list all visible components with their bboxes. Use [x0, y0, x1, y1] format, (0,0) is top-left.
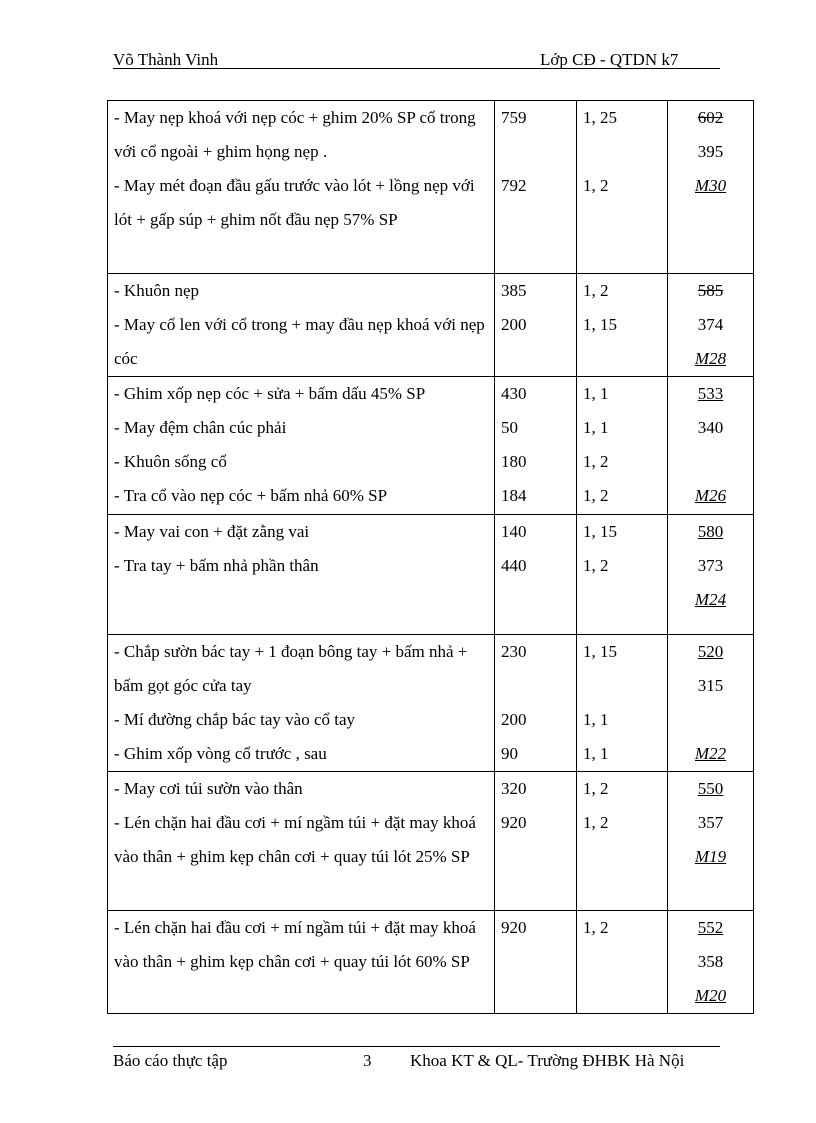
task-item: - Lén chặn hai đầu cơi + mí ngầm túi + đặt may khoá vào thân + ghim kẹp chân cơi + quay túi lót 25% SP: [114, 813, 476, 866]
task-item: - May nẹp khoá với nẹp cóc + ghim 20% SP cổ trong với cổ ngoài + ghim họng nẹp .: [114, 108, 476, 161]
task-item: - Ghim xốp vòng cổ trước , sau: [114, 744, 327, 763]
norm-value: 340: [697, 418, 724, 437]
time-value: 200: [501, 315, 527, 334]
coef-cell: [577, 635, 668, 772]
time-value: 792: [501, 176, 527, 195]
coef-value: 1, 2: [583, 556, 609, 575]
machine-code: M20: [694, 986, 727, 1005]
task-cell: [108, 635, 495, 772]
coef-cell: [577, 101, 668, 274]
task-item: - Chắp sườn bác tay + 1 đoạn bông tay + bấm nhả + bấm gọt góc cửa tay: [114, 642, 468, 695]
time-cell: [495, 377, 577, 515]
table-row: [108, 911, 754, 1014]
operations-table-body: [108, 101, 754, 1014]
spacer: [668, 703, 753, 737]
coef-cell: [577, 515, 668, 635]
task-cell: [108, 377, 495, 515]
time-value: 430: [501, 384, 527, 403]
task-item: - May cổ len với cổ trong + may đầu nẹp khoá với nẹp cóc: [114, 315, 485, 368]
total-value: 550: [697, 779, 724, 798]
coef-cell: [577, 772, 668, 911]
norm-value: 395: [697, 142, 724, 161]
table-row: [108, 101, 754, 274]
time-value: 920: [501, 918, 527, 937]
station-cell: [668, 101, 754, 274]
total-value: 520: [697, 642, 724, 661]
coef-value: 1, 2: [583, 486, 609, 505]
station-cell: [668, 772, 754, 911]
coef-value: 1, 2: [583, 779, 609, 798]
coef-value: 1, 2: [583, 452, 609, 471]
coef-value: [583, 669, 667, 703]
time-value: 180: [501, 452, 527, 471]
time-value: 920: [501, 813, 527, 832]
time-value: 140: [501, 522, 527, 541]
table-row: [108, 377, 754, 515]
header-author: Võ Thành Vinh: [113, 50, 219, 69]
coef-value: 1, 1: [583, 384, 609, 403]
coef-value: 1, 15: [583, 642, 617, 661]
time-value: 90: [501, 744, 518, 763]
coef-value: 1, 2: [583, 813, 609, 832]
norm-value: 357: [697, 813, 724, 832]
footer-report: Báo cáo thực tập: [113, 1051, 228, 1070]
coef-value: 1, 1: [583, 418, 609, 437]
total-value: 602: [697, 108, 724, 127]
norm-value: 358: [697, 952, 724, 971]
station-cell: [668, 635, 754, 772]
time-value: 50: [501, 418, 518, 437]
coef-value: 1, 15: [583, 315, 617, 334]
coef-value: 1, 2: [583, 281, 609, 300]
machine-code: M22: [694, 744, 727, 763]
time-value: 230: [501, 642, 527, 661]
time-value: 320: [501, 779, 527, 798]
coef-cell: [577, 377, 668, 515]
norm-value: 374: [697, 315, 724, 334]
task-item: - Khuôn sống cổ: [114, 452, 227, 471]
task-item: - May cơi túi sườn vào thân: [114, 779, 303, 798]
header-rule: [113, 68, 720, 69]
station-cell: [668, 377, 754, 515]
total-value: 580: [697, 522, 724, 541]
coef-value: 1, 25: [583, 108, 617, 127]
coef-value: 1, 1: [583, 744, 609, 763]
table-row: [108, 274, 754, 377]
table-row: [108, 635, 754, 772]
station-cell: [668, 274, 754, 377]
coef-value: 1, 2: [583, 176, 609, 195]
time-value: 759: [501, 108, 527, 127]
task-item: - Mí đường chắp bác tay vào cổ tay: [114, 710, 356, 729]
time-value: 200: [501, 710, 527, 729]
time-value: [501, 135, 576, 169]
time-cell: [495, 274, 577, 377]
task-item: - May mét đoạn đầu gấu trước vào lót + lồng nẹp với lót + gấp súp + ghim nốt đầu nẹp 57% SP: [114, 176, 475, 229]
time-cell: [495, 772, 577, 911]
time-value: 440: [501, 556, 527, 575]
table-row: [108, 515, 754, 635]
task-cell: [108, 101, 495, 274]
total-value: 533: [697, 384, 724, 403]
task-item: - Tra tay + bấm nhả phần thân: [114, 556, 319, 575]
time-value: 184: [501, 486, 527, 505]
time-cell: [495, 101, 577, 274]
task-item: - Khuôn nẹp: [114, 281, 199, 300]
spacer: [668, 445, 753, 479]
operations-table: [107, 100, 754, 1014]
station-cell: [668, 911, 754, 1014]
coef-value: 1, 15: [583, 522, 617, 541]
time-cell: [495, 911, 577, 1014]
task-cell: [108, 515, 495, 635]
total-value: 552: [697, 918, 724, 937]
page-number: 3: [363, 1051, 372, 1070]
machine-code: M28: [694, 349, 727, 368]
machine-code: M30: [694, 176, 727, 195]
header-class: Lớp CĐ - QTDN k7: [540, 50, 679, 69]
norm-value: 315: [697, 676, 724, 695]
footer-rule: [113, 1046, 720, 1047]
task-item: - Tra cổ vào nẹp cóc + bấm nhả 60% SP: [114, 486, 388, 505]
time-value: 385: [501, 281, 527, 300]
task-cell: [108, 772, 495, 911]
time-cell: [495, 635, 577, 772]
table-row: [108, 772, 754, 911]
coef-cell: [577, 274, 668, 377]
total-value: 585: [697, 281, 724, 300]
task-cell: [108, 274, 495, 377]
task-cell: [108, 911, 495, 1014]
task-item: - May đệm chân cúc phải: [114, 418, 287, 437]
machine-code: M24: [694, 590, 727, 609]
task-item: - May vai con + đặt zằng vai: [114, 522, 310, 541]
coef-value: 1, 2: [583, 918, 609, 937]
machine-code: M19: [694, 847, 727, 866]
task-item: - Ghim xốp nẹp cóc + sửa + bấm dấu 45% SP: [114, 384, 426, 403]
footer-school: Khoa KT & QL- Trường ĐHBK Hà Nội: [410, 1051, 685, 1070]
task-item: - Lén chặn hai đầu cơi + mí ngầm túi + đặt may khoá vào thân + ghim kẹp chân cơi + quay túi lót 60% SP: [114, 918, 476, 971]
time-value: [501, 669, 576, 703]
machine-code: M26: [694, 486, 727, 505]
norm-value: 373: [697, 556, 724, 575]
coef-cell: [577, 911, 668, 1014]
coef-value: [583, 135, 667, 169]
coef-value: 1, 1: [583, 710, 609, 729]
time-cell: [495, 515, 577, 635]
station-cell: [668, 515, 754, 635]
